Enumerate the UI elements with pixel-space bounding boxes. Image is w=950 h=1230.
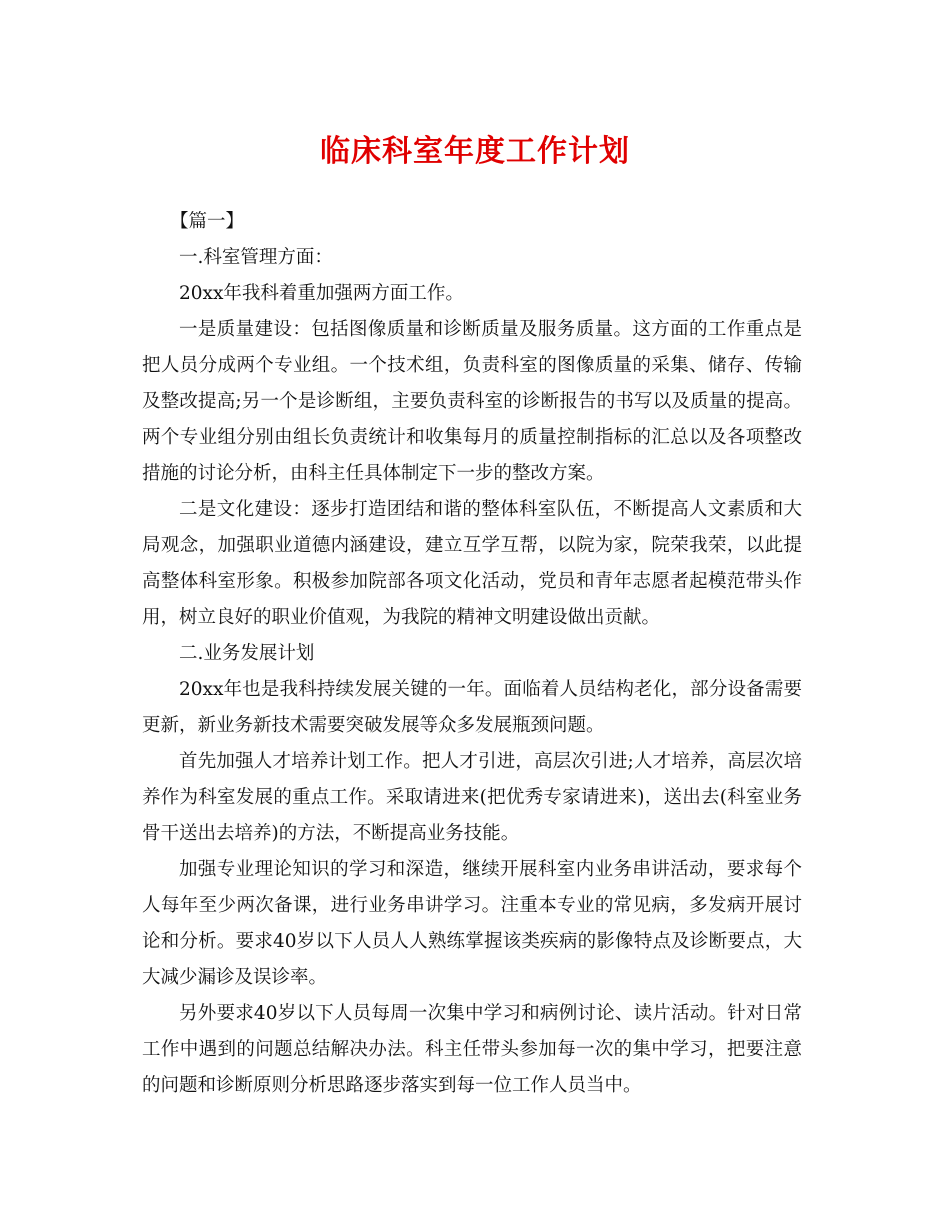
paragraph: 加强专业理论知识的学习和深造，继续开展科室内业务串讲活动，要求每个人每年至少两次备课，进行业务串讲学习。注重本专业的常见病，多发病开展讨论和分析。要求40岁以下人员人人熟练掌握该类疾病的影像特点及诊断要点，大大减少漏诊及误诊率。	[142, 859, 802, 988]
paragraph: 一是质量建设：包括图像质量和诊断质量及服务质量。这方面的工作重点是把人员分成两个专业组。一个技术组，负责科室的图像质量的采集、储存、传输及整改提高;另一个是诊断组，主要负责科室的诊断报告的书写以及质量的提高。两个专业组分别由组长负责统计和收集每月的质量控制指标的汇总以及各项整改措施的讨论分析，由科主任具体制定下一步的整改方案。	[142, 319, 802, 484]
section-label: 【篇一】	[170, 211, 245, 232]
paragraph: 首先加强人才培养计划工作。把人才引进，高层次引进;人才培养，高层次培养作为科室发展的重点工作。采取请进来(把优秀专家请进来)，送出去(科室业务骨干送出去培养)的方法，不断提高业务技能。	[142, 751, 802, 844]
section-heading: 一.科室管理方面：	[179, 247, 333, 268]
paragraph: 20xx年我科着重加强两方面工作。	[179, 283, 464, 304]
document-title: 临床科室年度工作计划	[320, 134, 630, 169]
document-body	[142, 204, 802, 1104]
paragraph: 二是文化建设：逐步打造团结和谐的整体科室队伍，不断提高人文素质和大局观念，加强职业道德内涵建设，建立互学互帮，以院为家，院荣我荣，以此提高整体科室形象。积极参加院部各项文化活动，党员和青年志愿者起模范带头作用，树立良好的职业价值观，为我院的精神文明建设做出贡献。	[142, 499, 802, 628]
section-heading: 二.业务发展计划	[179, 643, 315, 664]
paragraph: 另外要求40岁以下人员每周一次集中学习和病例讨论、读片活动。针对日常工作中遇到的问题总结解决办法。科主任带头参加每一次的集中学习，把要注意的问题和诊断原则分析思路逐步落实到每一位工作人员当中。	[142, 1003, 802, 1096]
paragraph: 20xx年也是我科持续发展关键的一年。面临着人员结构老化，部分设备需要更新，新业务新技术需要突破发展等众多发展瓶颈问题。	[142, 679, 802, 736]
